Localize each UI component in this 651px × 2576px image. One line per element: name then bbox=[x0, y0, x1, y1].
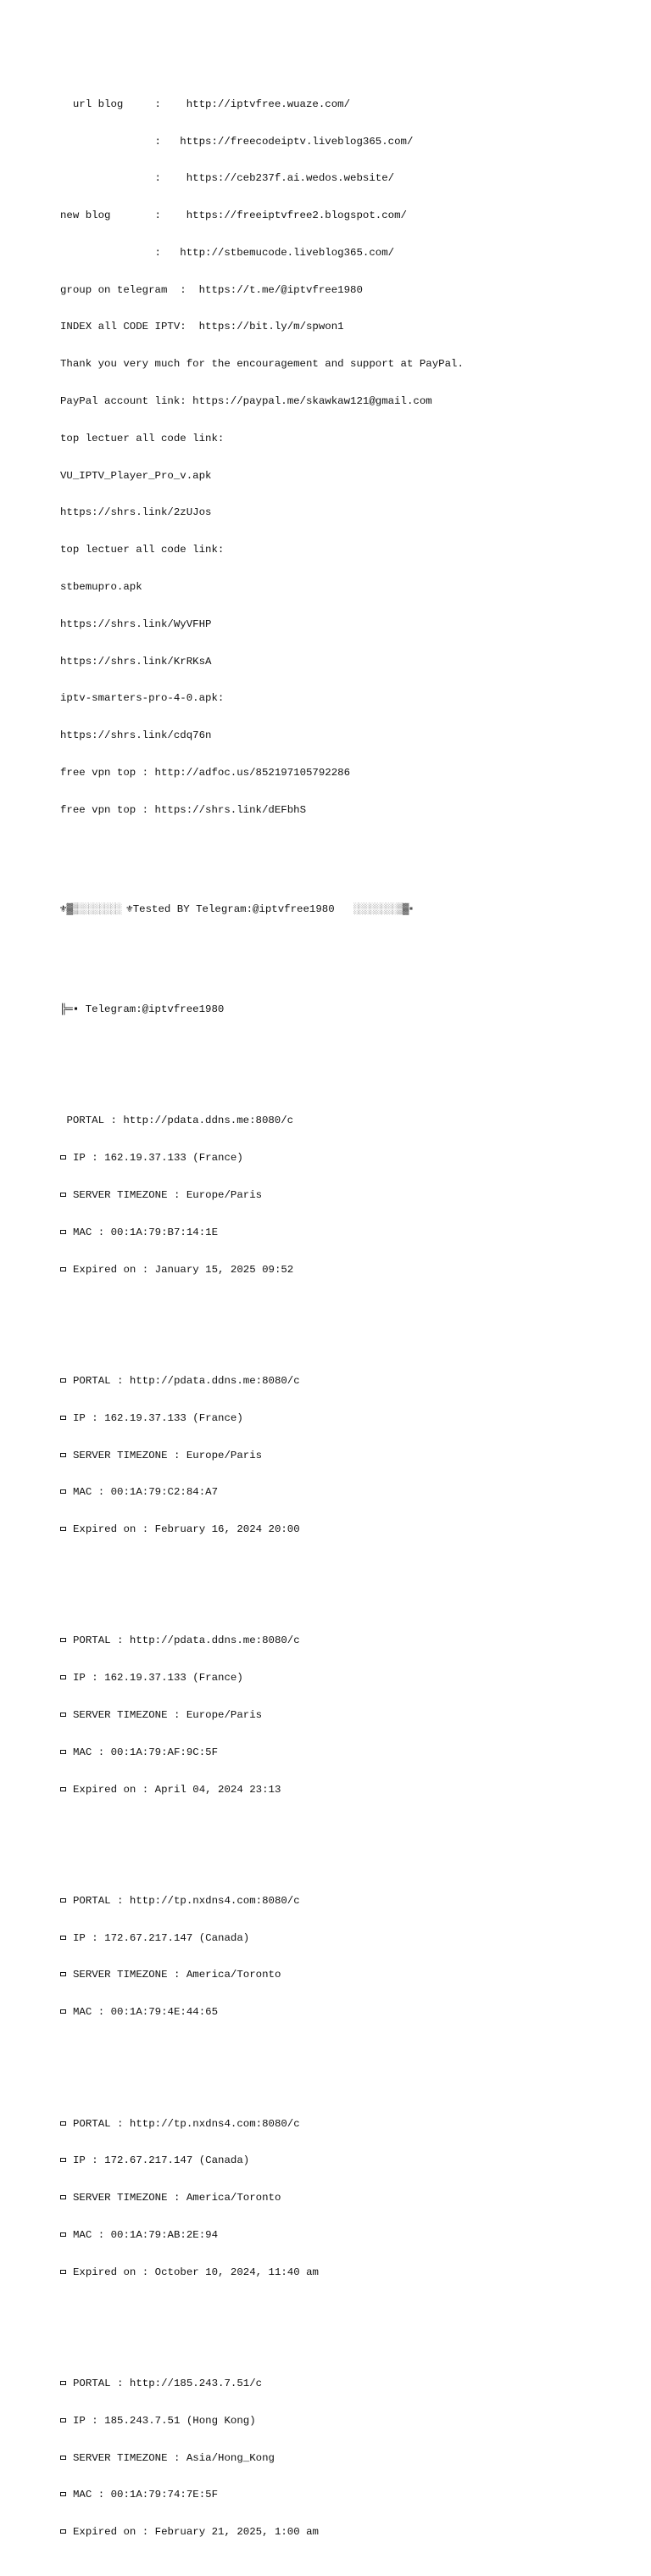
bullet-icon bbox=[60, 2121, 66, 2126]
bullet-icon bbox=[60, 1898, 66, 1903]
portal-ip bbox=[60, 2415, 464, 2428]
vpn-link-2[interactable]: https://shrs.link/dEFbhS bbox=[154, 803, 307, 816]
spacer bbox=[60, 1833, 464, 1846]
portal-ip bbox=[60, 1412, 464, 1425]
index-link[interactable]: https://bit.ly/m/spwon1 bbox=[198, 321, 344, 333]
bullet-icon bbox=[60, 2195, 66, 2199]
url-blog-2-prefix: : bbox=[60, 135, 181, 148]
bullet-icon bbox=[60, 1193, 66, 1197]
bullet-icon bbox=[60, 1972, 66, 1976]
new-blog-line bbox=[60, 210, 464, 222]
portal-mac-text: MAC : 00:1A:79:AF:9C:5F bbox=[73, 1746, 219, 1758]
bullet-icon bbox=[60, 1230, 66, 1234]
portal-mac-text: MAC : 00:1A:79:74:7E:5F bbox=[73, 2489, 219, 2501]
bullet-icon bbox=[60, 1638, 66, 1642]
bullet-icon bbox=[60, 2529, 66, 2534]
portal-ip bbox=[60, 1152, 464, 1165]
tested-by-text: ⚜Tested BY Telegram:@iptvfree1980 bbox=[126, 903, 335, 916]
portal-mac bbox=[60, 1486, 464, 1499]
spacer bbox=[60, 954, 464, 967]
portal-timezone bbox=[60, 1709, 464, 1722]
portal-expired-text: Expired on : October 10, 2024, 11:40 am bbox=[73, 2266, 319, 2278]
telegram-group-line bbox=[60, 284, 464, 297]
bullet-icon bbox=[60, 1453, 66, 1457]
document-text bbox=[60, 61, 464, 2576]
portal-url-text: PORTAL : http://pdata.ddns.me:8080/c bbox=[73, 1634, 300, 1647]
portal-ip-text: IP : 162.19.37.133 (France) bbox=[73, 1672, 243, 1685]
vpn-line-1 bbox=[60, 767, 464, 780]
portal-expired-text: Expired on : April 04, 2024 23:13 bbox=[73, 1783, 281, 1796]
portal-url bbox=[60, 1115, 464, 1127]
portal-ip-text: IP : 172.67.217.147 (Canada) bbox=[73, 1931, 250, 1944]
bullet-icon bbox=[60, 1713, 66, 1717]
portal-timezone bbox=[60, 2192, 464, 2204]
portal-timezone-text: SERVER TIMEZONE : America/Toronto bbox=[73, 1969, 281, 1981]
portal-ip-text: IP : 162.19.37.133 (France) bbox=[73, 1152, 243, 1165]
url-blog-line-3 bbox=[60, 172, 464, 185]
portal-mac-text: MAC : 00:1A:79:AB:2E:94 bbox=[73, 2228, 219, 2241]
apk-link-2b[interactable]: https://shrs.link/KrRKsA bbox=[60, 655, 212, 668]
new-blog-link-1[interactable]: https://freeiptvfree2.blogspot.com/ bbox=[186, 210, 407, 222]
apk-link-2a[interactable]: https://shrs.link/WyVFHP bbox=[60, 617, 212, 630]
bullet-icon bbox=[60, 2232, 66, 2237]
bullet-icon bbox=[60, 2456, 66, 2460]
vpn-label-2: free vpn top : bbox=[60, 803, 155, 816]
portal-ip-text: IP : 162.19.37.133 (France) bbox=[73, 1411, 243, 1424]
spacer bbox=[60, 1053, 464, 1066]
portal-mac bbox=[60, 2229, 464, 2242]
portal-expired bbox=[60, 2266, 464, 2279]
bullet-icon bbox=[60, 1750, 66, 1754]
portal-timezone bbox=[60, 1450, 464, 1462]
url-blog-line bbox=[60, 98, 464, 111]
portal-mac bbox=[60, 2489, 464, 2501]
portal-timezone-text: SERVER TIMEZONE : Asia/Hong_Kong bbox=[73, 2451, 275, 2464]
new-blog-2-prefix: : bbox=[60, 246, 181, 259]
portal-ip bbox=[60, 2154, 464, 2167]
portal-timezone bbox=[60, 1189, 464, 1202]
bullet-icon bbox=[60, 1489, 66, 1494]
portal-expired bbox=[60, 1784, 464, 1796]
shade-left-icon: ▓▒░░░░░░░░ bbox=[66, 903, 127, 916]
bullet-icon bbox=[60, 2009, 66, 2014]
portal-mac-text: MAC : 00:1A:79:4E:44:65 bbox=[73, 2006, 219, 2019]
portal-expired bbox=[60, 1523, 464, 1536]
portal-timezone-text: SERVER TIMEZONE : America/Toronto bbox=[73, 2192, 281, 2204]
portal-timezone bbox=[60, 2452, 464, 2465]
bullet-icon bbox=[60, 2492, 66, 2496]
bullet-icon bbox=[60, 1155, 66, 1159]
url-blog-label: url blog : bbox=[60, 98, 186, 110]
bullet-icon bbox=[60, 1527, 66, 1531]
apk-name-1: VU_IPTV_Player_Pro_v.apk bbox=[60, 469, 212, 482]
portal-ip bbox=[60, 1932, 464, 1945]
new-blog-link-2[interactable]: http://stbemucode.liveblog365.com/ bbox=[180, 246, 395, 259]
bullet-icon bbox=[60, 2381, 66, 2385]
portal-timezone-text: SERVER TIMEZONE : Europe/Paris bbox=[73, 1708, 263, 1721]
spacer bbox=[60, 1313, 464, 1326]
portal-url bbox=[60, 2378, 464, 2390]
apk-name-2: stbemupro.apk bbox=[60, 580, 142, 593]
spacer bbox=[60, 2056, 464, 2069]
portal-ip-text: IP : 172.67.217.147 (Canada) bbox=[73, 2154, 250, 2167]
telegram-group-link[interactable]: https://t.me/@iptvfree1980 bbox=[198, 283, 363, 296]
bullet-icon bbox=[60, 1936, 66, 1940]
bullet-icon bbox=[60, 1675, 66, 1679]
url-blog-3-prefix: : bbox=[60, 172, 186, 185]
apk-link-1[interactable]: https://shrs.link/2zUJos bbox=[60, 506, 212, 519]
fleur-icon: ⚜ bbox=[60, 903, 67, 916]
telegram-group-label: group on telegram : bbox=[60, 283, 199, 296]
spacer bbox=[60, 2316, 464, 2328]
bullet-icon bbox=[60, 2158, 66, 2162]
portal-url-text: PORTAL : http://185.243.7.51/c bbox=[73, 2378, 263, 2390]
url-blog-link-1[interactable]: http://iptvfree.wuaze.com/ bbox=[186, 98, 351, 110]
bullet-icon bbox=[60, 1416, 66, 1420]
bullet-icon bbox=[60, 2270, 66, 2274]
portal-mac-text: MAC : 00:1A:79:B7:14:1E bbox=[73, 1226, 219, 1238]
portal-url bbox=[60, 1634, 464, 1647]
portal-url-text: PORTAL : http://pdata.ddns.me:8080/c bbox=[66, 1115, 294, 1127]
tested-by-banner bbox=[60, 903, 464, 916]
apk-name-3: iptv-smarters-pro-4-0.apk: bbox=[60, 692, 225, 705]
spacer bbox=[60, 1573, 464, 1585]
portal-timezone-text: SERVER TIMEZONE : Europe/Paris bbox=[73, 1189, 263, 1202]
portal-expired bbox=[60, 1264, 464, 1277]
portal-mac bbox=[60, 1746, 464, 1759]
new-blog-line-2 bbox=[60, 247, 464, 260]
telegram-tag-line: ╠═▪ Telegram:@iptvfree1980 bbox=[60, 1003, 225, 1016]
portal-ip bbox=[60, 1672, 464, 1685]
portal-mac-text: MAC : 00:1A:79:C2:84:A7 bbox=[73, 1486, 219, 1499]
portal-url-text: PORTAL : http://tp.nxdns4.com:8080/c bbox=[73, 1894, 300, 1907]
paypal-line bbox=[60, 395, 464, 408]
paypal-link[interactable]: https://paypal.me/skawkaw121@gmail.com bbox=[192, 395, 432, 408]
new-blog-label: new blog : bbox=[60, 210, 186, 222]
vpn-line-2 bbox=[60, 804, 464, 817]
portal-url-text: PORTAL : http://pdata.ddns.me:8080/c bbox=[73, 1374, 300, 1387]
portal-mac bbox=[60, 1227, 464, 1239]
portal-timezone-text: SERVER TIMEZONE : Europe/Paris bbox=[73, 1449, 263, 1461]
index-label: INDEX all CODE IPTV: bbox=[60, 321, 199, 333]
url-blog-link-2[interactable]: https://freecodeiptv.liveblog365.com/ bbox=[180, 135, 414, 148]
url-blog-link-3[interactable]: https://ceb237f.ai.wedos.website/ bbox=[186, 172, 395, 185]
portal-mac bbox=[60, 2006, 464, 2019]
portal-url bbox=[60, 1375, 464, 1388]
portal-expired-text: Expired on : February 16, 2024 20:00 bbox=[73, 1523, 300, 1536]
vpn-link-1[interactable]: http://adfoc.us/852197105792286 bbox=[154, 766, 351, 779]
portal-url bbox=[60, 1895, 464, 1908]
portal-expired-text: Expired on : January 15, 2025 09:52 bbox=[73, 1263, 294, 1276]
portal-url-text: PORTAL : http://tp.nxdns4.com:8080/c bbox=[73, 2117, 300, 2130]
portal-timezone bbox=[60, 1969, 464, 1981]
paypal-label: PayPal account link: bbox=[60, 395, 193, 408]
bullet-icon bbox=[60, 1787, 66, 1791]
shade-right-icon: ░░░░░░░░▒▓▪ bbox=[353, 903, 414, 916]
portal-ip-text: IP : 185.243.7.51 (Hong Kong) bbox=[73, 2414, 256, 2427]
top-lectuer-heading-2: top lectuer all code link: bbox=[60, 544, 225, 556]
portal-url bbox=[60, 2118, 464, 2131]
portal-expired-text: Expired on : February 21, 2025, 1:00 am bbox=[73, 2526, 319, 2539]
top-lectuer-heading-1: top lectuer all code link: bbox=[60, 432, 225, 444]
thanks-text: Thank you very much for the encouragement and support at PayPal. bbox=[60, 358, 464, 371]
bullet-icon bbox=[60, 1267, 66, 1271]
apk-link-3[interactable]: https://shrs.link/cdq76n bbox=[60, 729, 212, 742]
vpn-label-1: free vpn top : bbox=[60, 766, 155, 779]
url-blog-line-2 bbox=[60, 136, 464, 148]
portal-expired bbox=[60, 2526, 464, 2539]
index-line bbox=[60, 321, 464, 333]
spacer bbox=[60, 853, 464, 866]
bullet-icon bbox=[60, 2418, 66, 2422]
bullet-icon bbox=[60, 1378, 66, 1383]
